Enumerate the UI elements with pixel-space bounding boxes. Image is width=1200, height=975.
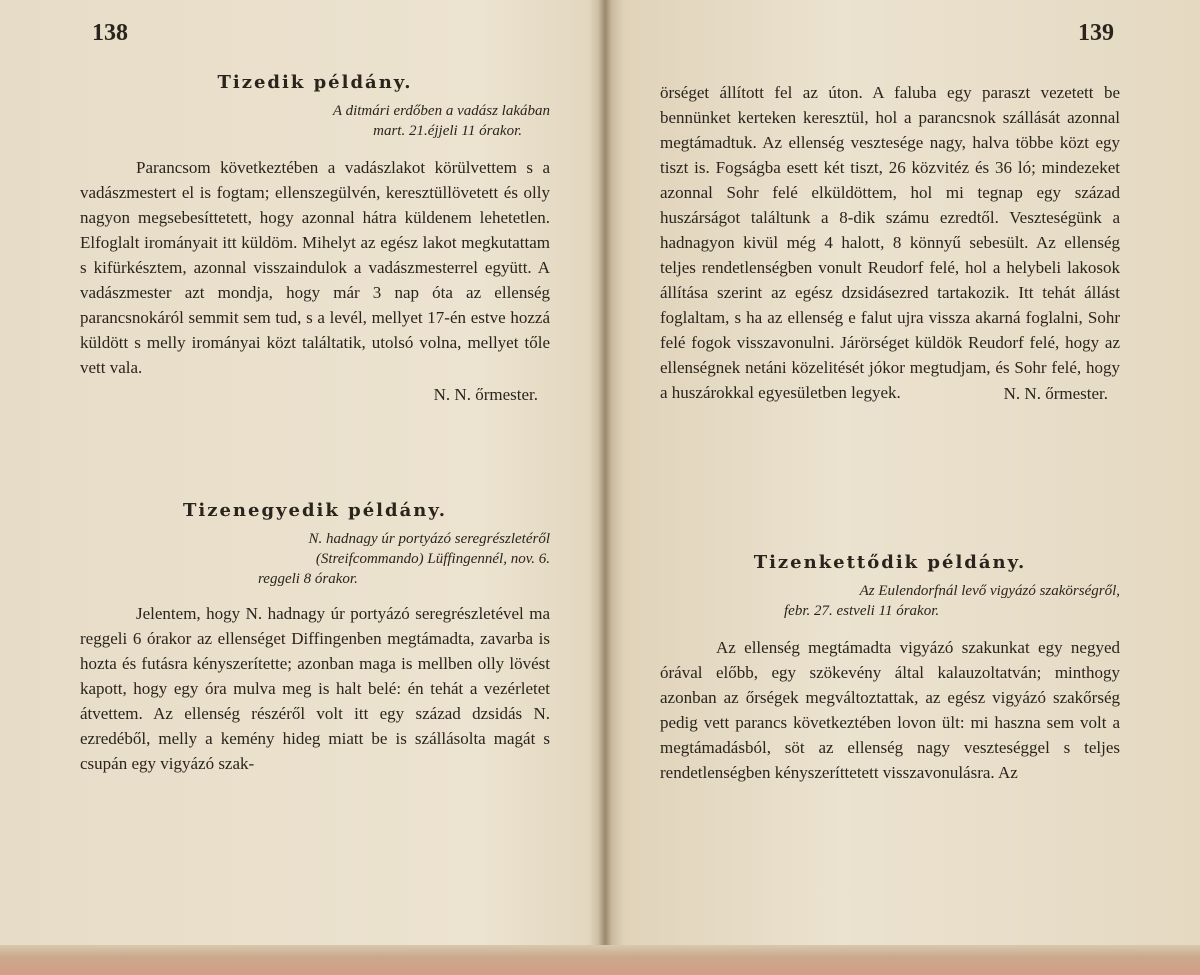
- section-heading: Tizenegyedik példány.: [183, 500, 447, 521]
- section-heading: Tizedik példány.: [217, 72, 413, 93]
- section-continuation: [660, 80, 1120, 406]
- section-subtitle-line3: reggeli 8 órakor.: [258, 571, 358, 587]
- section-subtitle-line1: N. hadnagy úr portyázó seregrészletéről: [308, 531, 550, 547]
- section-subtitle-line2: (Streifcommando) Lüffingennél, nov. 6.: [315, 551, 550, 567]
- book-gutter: [598, 0, 612, 975]
- signature: N. N. őrmester.: [1003, 384, 1108, 403]
- page-number-right: 139: [1078, 20, 1114, 46]
- page-number-left: 138: [92, 20, 128, 46]
- section-tizenegyedik: [80, 500, 550, 776]
- section-body: Az ellenség megtámadta vigyázó szakunkat egy negyed órával előbb, egy szökevény által kalauzoltatván; minthogy azonban az őrségek megváltoztattak, az egész vigyázó szakőrség pedig vett parancs következtében lovon ült: mi haszna sem volt a megtámadásból, söt az ellenség nagy veszteséggel s teljes rendetlenségben kényszeríttetett visszavonulásra. Az: [660, 638, 1120, 782]
- section-subtitle-line2: mart. 21.éjjeli 11 órakor.: [373, 123, 522, 139]
- section-tizedik: [80, 72, 550, 407]
- section-subtitle-line2: febr. 27. estveli 11 órakor.: [784, 603, 940, 619]
- section-body: örséget állított fel az úton. A faluba egy paraszt vezetett be bennünket kerteken keresztül, hol a parancsnok szállását azonnal megtámadtuk. Az ellenség vesztesége nagy, halva többe közt egy tiszt is. Fogságba esett két tiszt, 26 közvitéz és 36 ló; mindezeket azonnal Sohr felé elküldöttem, hol mi tegnap egy század huszárságot találtunk a 8-dik számu ezredtől. Veszteségünk a hadnagyon kivül még 4 halott, 8 könnyű sebesült. Az ellenség teljes rendetlenségben vonult Reudorf felé, hol a helybeli lakosok állítása szerint az egész dzsidásezred tartakozik. Itt tehát állást foglaltam, s ha az ellenség e falut ujra vissza akarná foglalni, Sohr felé fogok visszavonulni. Járörséget küldök Reudorf felé, hogy az ellenségnek netáni közelitését jókor megtudjam, és Sohr felé, hogy a huszárokkal egyesületben legyek.: [660, 83, 1120, 402]
- section-body: Jelentem, hogy N. hadnagy úr portyázó seregrészletével ma reggeli 6 órakor az ellenséget Diffingenben megtámadta, zavarba is hozta és futásra kényszerítette; azonban maga is mellben olly lövést kapott, hogy egy óra mulva meg is halt belé: én tehát a vezérletet átvettem. Az ellenség részéről volt itt egy század dzsidás N. ezredéből, melly a kemény hideg miatt be is szállásolta magát s csupán egy vigyázó szak-: [80, 604, 550, 773]
- signature: N. N. őrmester.: [433, 385, 538, 404]
- section-tizenkettodik: [660, 552, 1120, 785]
- section-heading: Tizenkettődik példány.: [753, 552, 1027, 573]
- section-subtitle-line1: A ditmári erdőben a vadász lakában: [332, 103, 550, 119]
- section-body: Parancsom következtében a vadászlakot körülvettem s a vadászmestert el is fogtam; ellenszegülvén, keresztüllövetett és olly nagyon megsebesíttetett, hogy azonnal hátra küldenem lehetetlen. Elfoglalt irományait itt küldöm. Mihelyt az egész lakot megkutattam s kifürkésztem, azonnal visszaindulok a vadászmesterrel együtt. A vadászmester azt mondja, hogy már 3 nap óta az ellenség parancsnokáról semmit sem tud, s a levél, mellyet 17-én estve hozzá küldött s melly irományai közt találtatik, utolsó volna, mellyet tőle vett vala.: [80, 158, 550, 377]
- section-subtitle-line1: Az Eulendorfnál levő vigyázó szakörségről,: [859, 583, 1120, 599]
- page-bottom-edge: [0, 945, 1200, 975]
